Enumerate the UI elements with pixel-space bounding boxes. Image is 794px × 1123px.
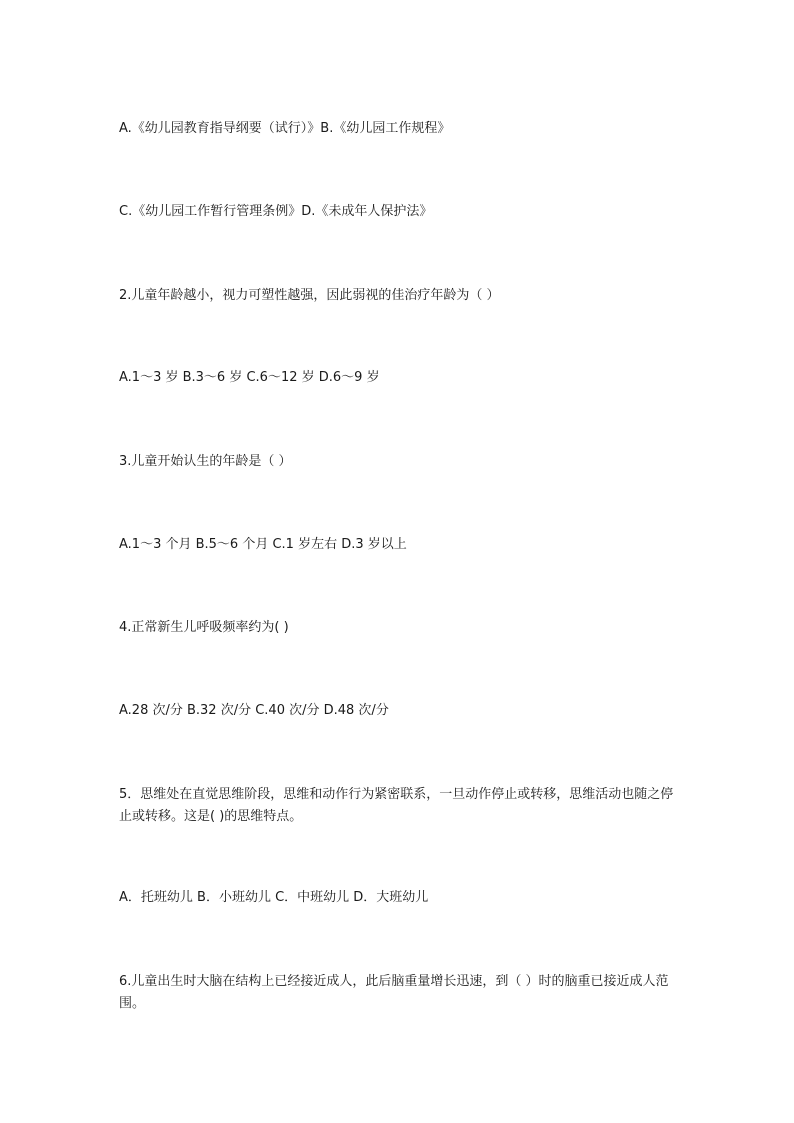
question-6-text: 6.儿童出生时大脑在结构上已经接近成人，此后脑重量增长迅速，到（ ）时的脑重已接近成人范围。	[119, 974, 669, 1011]
question-5-text: 5．思维处在直觉思维阶段，思维和动作行为紧密联系，一旦动作停止或转移，思维活动也随之停止或转移。这是( )的思维特点。	[119, 787, 674, 824]
question-4-text: 4.正常新生儿呼吸频率约为( )	[119, 620, 289, 635]
question-4-options: A.28 次/分 B.32 次/分 C.40 次/分 D.48 次/分	[119, 703, 389, 718]
question-3-options: A.1～3 个月 B.5～6 个月 C.1 岁左右 D.3 岁以上	[119, 537, 407, 552]
question-5-options: A．托班幼儿 B．小班幼儿 C．中班幼儿 D．大班幼儿	[119, 890, 429, 905]
question-2-text: 2.儿童年龄越小，视力可塑性越强，因此弱视的佳治疗年龄为（ ）	[119, 288, 500, 303]
question-3-text: 3.儿童开始认生的年龄是（ ）	[119, 454, 292, 469]
question-2-options: A.1～3 岁 B.3～6 岁 C.6～12 岁 D.6～9 岁	[119, 370, 380, 385]
question-1-options-ab: A.《幼儿园教育指导纲要（试行）》B.《幼儿园工作规程》	[119, 121, 451, 136]
question-1-options-cd: C.《幼儿园工作暂行管理条例》D.《未成年人保护法》	[119, 204, 433, 219]
